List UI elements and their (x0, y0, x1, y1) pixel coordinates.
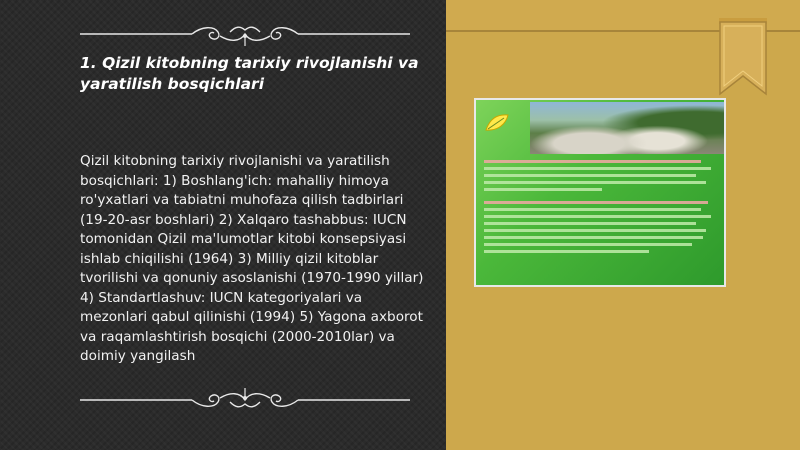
bookmark-ribbon-icon (718, 18, 768, 96)
scroll-ornament-icon (80, 22, 410, 46)
slide-title: 1. Qizil kitobning tarixiy rivojlanishi va yaratilish bosqichlari (80, 54, 419, 93)
slide-thumbnail-image (474, 98, 726, 287)
slide-body-text: Qizil kitobning tarixiy rivojlanishi va yaratilish bosqichlari: 1) Boshlang'ich: mahalliy himoya ro'yxatlari va tabiatni muhofaza qilish tadbirlari (19-20-asr boshlari) 2) Xalqaro tashabbus: IUCN tomonidan Qizil ma'lumotlar kitobi konsepsiyasi ishlab chiqilishi (1964) 3) Milliy qizil kitoblar tvorilishi va qonuniy asoslanishi (1970-1990 yillar) 4) Standartlashuv: IUCN kategoriyalari va mezonlari qabul qilinishi (1994) 5) Yagona axborot va raqamlashtirish bosqichi (2000-2010lar) va doimiy yangilash (80, 153, 424, 364)
thumbnail-text-block (484, 160, 720, 257)
landscape-photo-image (530, 102, 726, 154)
scroll-ornament-icon (80, 388, 410, 412)
leaf-logo-icon (484, 112, 510, 134)
